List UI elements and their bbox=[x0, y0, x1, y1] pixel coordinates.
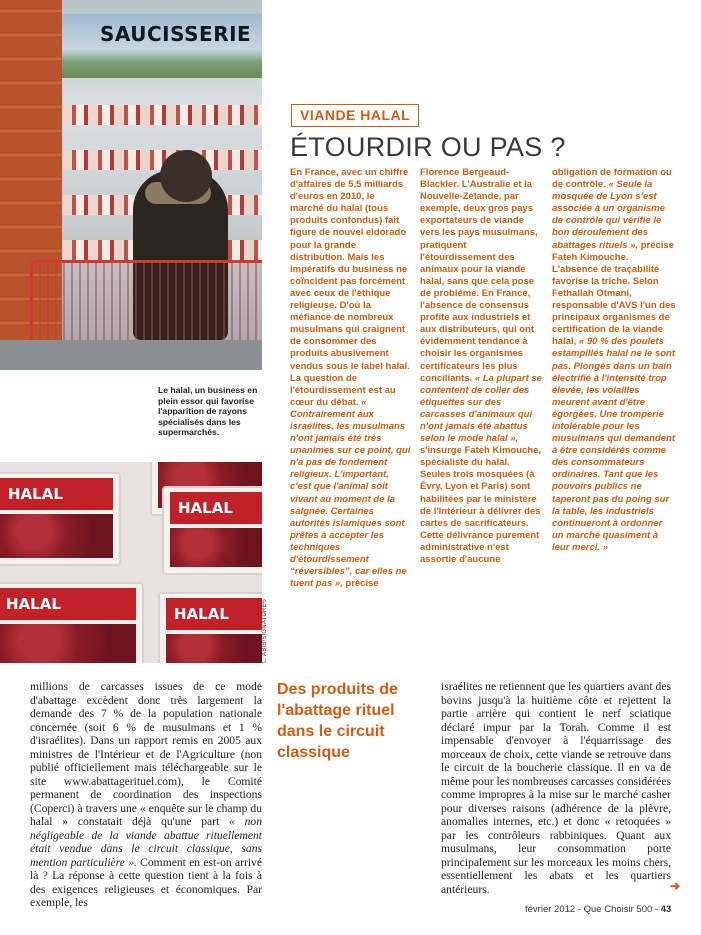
meat-pack bbox=[0, 472, 121, 566]
meat-pack bbox=[0, 582, 144, 663]
section-subhead: Des produits de l'abattage rituel dans le circuit classique bbox=[277, 681, 398, 761]
pack-label: HALAL bbox=[166, 598, 262, 630]
quote-text: « 90 % des poulets estampillés halal ne le sont pas. Plongés dans un bain électrifié à l'intensité trop élevée, les volailles meurent avant d'être égorgées. Une tromperie intolérable pour les musulmans qui demandent à être considérés comme des consommateurs ordinaires. Tant que les pouvoirs publics ne taperont pas du poing sur la table, les industriels continueront à ordonner un marché quasiment à leur merci. » bbox=[552, 336, 676, 553]
shopper-head bbox=[160, 150, 212, 202]
article-title: ÉTOURDIR OU PAS ? bbox=[290, 132, 566, 162]
body-text: millions de carcasses issues de ce mode d'abattage excèdent donc très largement la demande des 7 % de la population nationale concernée (soit 6 % de musulmans et 1 % d'israélites). Dans un rapport remis en 2005 aux ministres de l'Intérieur et de l'Agriculture (non publié officiellement mais téléchargeable sur le site www.abattagerituel.com), le Comité permanent de coordination des inspections (Coperci) à travers une « enquête sur le champ du halal » constatait déjà qu'une part bbox=[30, 680, 262, 828]
article-column-2 bbox=[420, 167, 543, 566]
body-column-1 bbox=[30, 680, 262, 910]
section-kicker: VIANDE HALAL bbox=[291, 104, 419, 127]
column-text: précise Fateh Kimouche. L'absence de traçabilité favorise la triche. Selon Fethallah Otmani, responsable d'AVS l'un des principaux organismes de certification de la viande halal, bbox=[552, 239, 676, 348]
quote-text: « Seule la mosquée de Lyon s'est associée à un organisme de contrôle qui vérifie le bon déroulement des abattages rituels », bbox=[552, 179, 665, 251]
column-text: précise bbox=[342, 578, 379, 590]
column-text: Florence Bergeaud-Blackler. L'Australie et la Nouvelle-Zélande, par exemple, deux gros pays exportateurs de viande vers les pays musulmans, pratiquent l'étourdissement des animaux pour la viande halal, sans que cela pose de problème. En France, l'absence de consensus profite aux industriels et aux distributeurs, qui ont évidemment tendance à choisir les organismes certificateurs les plus conciliants. bbox=[420, 167, 538, 384]
halal-meat-photo bbox=[0, 462, 262, 663]
meat-pack bbox=[158, 592, 262, 663]
meat bbox=[0, 514, 113, 558]
column-text: s'insurge Fateh Kimouche, spécialiste du halal. Seules trois mosquées (à Évry, Lyon et Paris) sont habilitées par le ministère de l'Intérieur à délivrer des cartes de sacrificateurs. Cette délivrance purement administrative n'est assortie d'aucune bbox=[420, 445, 542, 565]
article-column-3 bbox=[552, 167, 676, 554]
floor bbox=[0, 340, 262, 370]
shelf-row bbox=[62, 105, 262, 125]
pack-label: HALAL bbox=[0, 588, 136, 620]
meat bbox=[166, 634, 262, 663]
photo-caption: Le halal, un business en plein essor qui favorise l'apparition de rayons spécialisés dans les supermarchés. bbox=[158, 385, 258, 438]
body-column-2: israélites ne retiennent que les quartiers avant des bovins jusqu'à la huitième côte et rejettent la partie arrière qui contient le nerf sciatique déclaré impur par la Torah. Comme il est impensable d'envoyer à l'équarrissage des morceaux de choix, cette viande se retrouve dans le circuit de la boucherie classique. Il en va de même pour les nombreuses carcasses considérées comme impropres à la mise sur le marché casher pour diverses raisons (adhérence de la plèvre, anomalies internes, etc.) et donc « retoquées » par les contrôleurs rabbiniques. Quant aux musulmans, leur consommation porte principalement sur les morceaux les moins chers, essentiellement les abats et les quartiers antérieurs. bbox=[441, 680, 671, 896]
pack-label: HALAL bbox=[170, 492, 262, 524]
body-quote: « non négligeable de la viande abattue rituellement était vendue dans le circuit classique, sans mention particulière ». bbox=[30, 815, 262, 869]
sign-text: SAUCISSERIE bbox=[100, 22, 252, 46]
column-text: obligation de formation ou de contrôle. bbox=[552, 167, 672, 191]
quote-text: « Contrairement aux israélites, les musulmans n'ont jamais été très unanimes sur ce point, qui n'a pas de fondement religieux. L'important, c'est que l'animal soit vivant au moment de la saignée. Certaines autorités islamiques sont prêtes à accepter les techniques d'étourdissement “réversibles”, car elles ne tuent pas », bbox=[290, 396, 411, 590]
pack-label: HALAL bbox=[0, 478, 113, 510]
photo-credit bbox=[262, 598, 272, 668]
column-text: En France, avec un chiffre d'affaires de 5,5 milliards d'euros en 2010, le marché du halal (tous produits confondus) fait figure de nouvel eldorado pour la grande distribution. Mais les impératifs du business ne coïncident pas forcément avec ceux de l'éthique religieuse. D'où la méfiance de nombreux musulmans qui craignent de consommer des produits abusivement vendus sous le label halal. La question de l'étourdissement est au cœur du débat. bbox=[290, 167, 410, 408]
footer-text: février 2012 - Que Choisir 500 - bbox=[525, 904, 661, 915]
supermarket-photo bbox=[0, 0, 262, 370]
body-text: Comment en est-on arrivé là ? La réponse à cette question tient à la fois à des exigences religieuses et économiques. Par exemple, les bbox=[30, 855, 262, 909]
article-column-1 bbox=[290, 167, 411, 590]
meat-pack bbox=[162, 486, 262, 575]
page-footer bbox=[525, 904, 671, 915]
photo-credit-text: L. ABIB/SIGNATURES bbox=[261, 599, 268, 663]
continue-arrow-icon: ➔ bbox=[670, 879, 681, 893]
meat bbox=[0, 624, 136, 663]
quote-text: « La plupart se contentent de coller des étiquettes sur des carcasses d'animaux qui n'ont jamais été abattus selon le mode halal », bbox=[420, 372, 542, 445]
page-number: 43 bbox=[660, 904, 672, 915]
meat bbox=[170, 528, 262, 567]
